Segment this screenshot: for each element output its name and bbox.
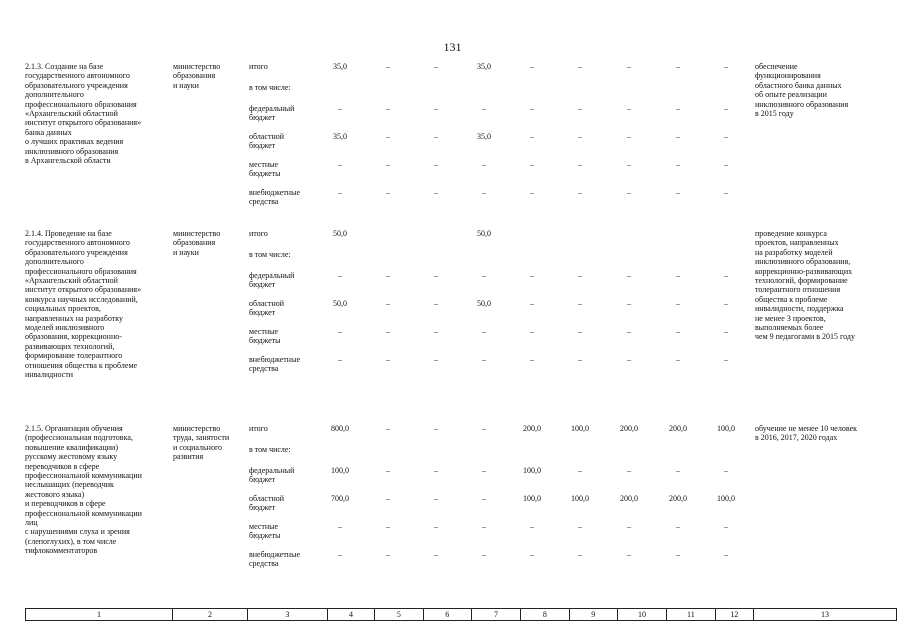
amount-cell: – <box>530 132 534 141</box>
amount-cell: 800,0 <box>331 424 349 433</box>
amount-cell: 100,0 <box>571 494 589 503</box>
amount-cell: – <box>676 522 680 531</box>
amount-cell: – <box>434 132 438 141</box>
measure-name-line: «Архангельский областной <box>25 109 118 118</box>
column-number: 4 <box>327 609 374 620</box>
funding-source-label: итого <box>249 62 268 71</box>
amount-cell: – <box>724 160 728 169</box>
measure-name-line: профессиональной коммуникации <box>25 508 142 518</box>
measure-name-line: инклюзивного образования <box>25 146 119 156</box>
column-number: 6 <box>423 609 471 620</box>
amount-cell: – <box>434 355 438 364</box>
amount-cell: – <box>578 327 582 336</box>
executor-line: образования <box>173 238 216 248</box>
amount-cell: – <box>676 104 680 113</box>
amount-cell: 100,0 <box>717 424 735 433</box>
amount-cell: – <box>482 355 486 364</box>
amount-cell: – <box>338 271 342 280</box>
amount-cell: 35,0 <box>333 132 347 141</box>
executor-line: министерство <box>173 229 221 238</box>
amount-cell: – <box>386 522 390 531</box>
column-number: 11 <box>666 609 714 620</box>
column-number: 8 <box>520 609 568 620</box>
amount-cell: – <box>676 160 680 169</box>
amount-cell: – <box>434 424 438 433</box>
amount-cell: – <box>627 62 631 71</box>
amount-cell: – <box>338 188 342 197</box>
measure-name-line: государственного автономного <box>25 71 130 81</box>
amount-cell: – <box>338 522 342 531</box>
result-line: проведение конкурса <box>755 229 827 238</box>
amount-cell: – <box>627 188 631 197</box>
measure-name-line: банка данных <box>25 127 72 137</box>
column-number: 9 <box>569 609 617 620</box>
result-line: областного банка данных <box>755 80 842 90</box>
amount-cell: – <box>578 271 582 280</box>
funding-source-label: областной бюджет <box>249 494 285 513</box>
amount-cell: – <box>530 327 534 336</box>
result-line: инклюзивного образования <box>755 99 849 109</box>
executor-line: и социального <box>173 442 223 452</box>
amount-cell: 100,0 <box>331 466 349 475</box>
amount-cell: – <box>530 160 534 169</box>
amount-cell: – <box>578 550 582 559</box>
amount-cell: – <box>724 522 728 531</box>
amount-cell: – <box>724 62 728 71</box>
amount-cell: 35,0 <box>477 132 491 141</box>
amount-cell: 100,0 <box>571 424 589 433</box>
measure-name-line: тифлокомментаторов <box>25 546 98 556</box>
amount-cell: – <box>627 271 631 280</box>
column-number-row <box>25 608 897 621</box>
measure-name-line: конкурса научных исследований, <box>25 294 138 304</box>
funding-source-label: в том числе: <box>249 250 291 259</box>
amount-cell: – <box>338 327 342 336</box>
measure-name-line: неслышащих (переводчик <box>25 480 114 490</box>
amount-cell: – <box>386 550 390 559</box>
amount-cell: 50,0 <box>477 299 491 308</box>
column-number: 2 <box>172 609 247 620</box>
measure-name-line: профессионального образования <box>25 99 137 109</box>
amount-cell: – <box>676 132 680 141</box>
result-line: технологий, формирование <box>755 276 848 285</box>
amount-cell: – <box>724 188 728 197</box>
measure-name-line: направленных на разработку <box>25 313 124 323</box>
page-number: 131 <box>443 40 462 54</box>
measure-name-line: с нарушениями слуха и зрения <box>25 527 130 537</box>
amount-cell: – <box>434 522 438 531</box>
amount-cell: – <box>386 327 390 336</box>
amount-cell: – <box>627 327 631 336</box>
amount-cell: – <box>386 132 390 141</box>
amount-cell: – <box>434 104 438 113</box>
funding-source-label: местные бюджеты <box>249 327 281 346</box>
amount-cell: – <box>578 62 582 71</box>
amount-cell: – <box>627 550 631 559</box>
measure-name-line: русскому жестовому языку <box>25 452 118 462</box>
executor-line: развития <box>173 452 204 462</box>
executor-line: министерство <box>173 62 221 71</box>
amount-cell: 200,0 <box>669 494 687 503</box>
amount-cell: 100,0 <box>717 494 735 503</box>
result-line: толерантного отношения <box>755 285 841 295</box>
amount-cell: – <box>482 104 486 113</box>
result-line: обеспечение <box>755 62 798 71</box>
measure-name-line: отношения общества к проблеме <box>25 360 138 370</box>
amount-cell: – <box>578 466 582 475</box>
amount-cell: – <box>578 160 582 169</box>
column-number: 12 <box>715 609 753 620</box>
amount-cell: – <box>724 132 728 141</box>
amount-cell: – <box>482 271 486 280</box>
amount-cell: – <box>482 188 486 197</box>
amount-cell: – <box>627 522 631 531</box>
measure-name-line: образования, коррекционно- <box>25 332 122 342</box>
column-number: 5 <box>374 609 422 620</box>
amount-cell: – <box>386 424 390 433</box>
executor-line: труда, занятости <box>173 433 230 443</box>
amount-cell: – <box>530 104 534 113</box>
amount-cell: – <box>724 271 728 280</box>
amount-cell: – <box>530 299 534 308</box>
amount-cell: – <box>724 355 728 364</box>
executor-line: и науки <box>173 247 199 257</box>
amount-cell: – <box>482 466 486 475</box>
amount-cell: – <box>434 160 438 169</box>
amount-cell: – <box>676 299 680 308</box>
amount-cell: – <box>386 104 390 113</box>
measure-name-line: жестового языка) <box>25 489 85 499</box>
amount-cell: – <box>434 550 438 559</box>
measure-name-line: 2.1.5. Организация обучения <box>25 424 123 433</box>
amount-cell: – <box>676 355 680 364</box>
measure-name-line: профессиональной коммуникации <box>25 471 142 480</box>
amount-cell: 50,0 <box>333 299 347 308</box>
amount-cell: – <box>386 62 390 71</box>
measure-name-line: «Архангельский областной <box>25 276 118 285</box>
amount-cell: – <box>627 132 631 141</box>
funding-source-label: итого <box>249 424 268 433</box>
amount-cell: – <box>578 522 582 531</box>
result-line: выполняемых более <box>755 323 824 332</box>
funding-source-label: внебюджетные средства <box>249 550 300 569</box>
amount-cell: – <box>386 188 390 197</box>
amount-cell: 100,0 <box>523 466 541 475</box>
amount-cell: 200,0 <box>669 424 687 433</box>
measure-name-line: повышение квалификации) <box>25 442 118 452</box>
amount-cell: 50,0 <box>333 229 347 238</box>
amount-cell: – <box>338 104 342 113</box>
funding-source-label: в том числе: <box>249 445 291 454</box>
amount-cell: – <box>482 550 486 559</box>
measure-name-line: институт открытого образования» <box>25 118 142 128</box>
executor-line: образования <box>173 71 216 81</box>
amount-cell: – <box>578 188 582 197</box>
column-number: 10 <box>617 609 666 620</box>
amount-cell: – <box>530 188 534 197</box>
funding-source-label: местные бюджеты <box>249 160 281 179</box>
measure-name-line: 2.1.3. Создание на базе <box>25 62 104 71</box>
measure-name-line: образовательного учреждения <box>25 80 128 90</box>
amount-cell: – <box>676 62 680 71</box>
amount-cell: – <box>386 160 390 169</box>
measure-name-line: (слепоглухих), в том числе <box>25 536 117 546</box>
amount-cell: – <box>676 550 680 559</box>
amount-cell: – <box>386 355 390 364</box>
executor-line: и науки <box>173 80 199 90</box>
measure-name-line: инвалидности <box>25 370 74 379</box>
result-line: на разработку моделей <box>755 247 833 257</box>
result-line: коррекционно-развивающих <box>755 266 853 276</box>
funding-source-label: местные бюджеты <box>249 522 281 541</box>
amount-cell: 35,0 <box>333 62 347 71</box>
amount-cell: – <box>724 550 728 559</box>
amount-cell: – <box>434 271 438 280</box>
amount-cell: 200,0 <box>523 424 541 433</box>
funding-source-label: итого <box>249 229 268 238</box>
amount-cell: – <box>627 299 631 308</box>
measure-name-line: институт открытого образования» <box>25 285 142 295</box>
result-line: об опыте реализации <box>755 90 827 100</box>
amount-cell: – <box>482 327 486 336</box>
amount-cell: – <box>482 424 486 433</box>
amount-cell: – <box>578 104 582 113</box>
amount-cell: – <box>338 355 342 364</box>
amount-cell: – <box>530 355 534 364</box>
measure-name-line: 2.1.4. Проведение на базе <box>25 229 112 238</box>
funding-source-label: федеральный бюджет <box>249 104 295 123</box>
amount-cell: – <box>627 160 631 169</box>
amount-cell: – <box>530 522 534 531</box>
amount-cell: – <box>482 494 486 503</box>
amount-cell: 35,0 <box>477 62 491 71</box>
amount-cell: – <box>530 62 534 71</box>
amount-cell: – <box>724 299 728 308</box>
measure-name-line: переводчиков в сфере <box>25 461 100 471</box>
result-line: в 2016, 2017, 2020 годах <box>755 433 838 443</box>
amount-cell: – <box>530 271 534 280</box>
result-line: проектов, направленных <box>755 238 839 248</box>
funding-source-label: внебюджетные средства <box>249 355 300 374</box>
amount-cell: – <box>676 188 680 197</box>
amount-cell: – <box>627 104 631 113</box>
amount-cell: – <box>676 466 680 475</box>
measure-name-line: дополнительного <box>25 257 84 267</box>
amount-cell: – <box>530 550 534 559</box>
measure-name-line: и переводчиков в сфере <box>25 499 106 509</box>
measure-name-line: моделей инклюзивного <box>25 323 105 332</box>
measure-name-line: дополнительного <box>25 90 84 100</box>
amount-cell: – <box>338 160 342 169</box>
column-number: 13 <box>753 609 896 620</box>
measure-name-line: в Архангельской области <box>25 156 111 165</box>
result-line: не менее 3 проектов, <box>755 313 826 323</box>
amount-cell: 700,0 <box>331 494 349 503</box>
result-line: в 2015 году <box>755 109 794 118</box>
measure-name-line: государственного автономного <box>25 238 130 248</box>
amount-cell: – <box>386 466 390 475</box>
amount-cell: – <box>386 494 390 503</box>
measure-name-line: образовательного учреждения <box>25 247 128 257</box>
funding-source-label: федеральный бюджет <box>249 271 295 290</box>
result-line: инвалидности, поддержка <box>755 304 844 314</box>
amount-cell: – <box>676 271 680 280</box>
funding-source-label: в том числе: <box>249 83 291 92</box>
amount-cell: – <box>676 327 680 336</box>
amount-cell: – <box>434 327 438 336</box>
column-number: 1 <box>96 610 101 619</box>
amount-cell: – <box>482 522 486 531</box>
amount-cell: – <box>578 299 582 308</box>
measure-name-line: формирование толерантного <box>25 351 123 361</box>
measure-name-line: лиц <box>25 518 38 527</box>
amount-cell: – <box>724 327 728 336</box>
amount-cell: – <box>627 355 631 364</box>
result-line: чем 9 педагогами в 2015 году <box>755 332 855 342</box>
funding-source-label: областной бюджет <box>249 299 285 318</box>
amount-cell: – <box>482 160 486 169</box>
amount-cell: – <box>434 494 438 503</box>
amount-cell: – <box>627 466 631 475</box>
measure-name-line: о лучших практиках ведения <box>25 137 124 147</box>
amount-cell: – <box>386 271 390 280</box>
measure-name-line: (профессиональная подготовка, <box>25 433 133 443</box>
executor-line: министерство <box>173 424 221 433</box>
measure-name-line: профессионального образования <box>25 266 137 276</box>
funding-source-label: федеральный бюджет <box>249 466 295 485</box>
amount-cell: – <box>434 466 438 475</box>
amount-cell: 100,0 <box>523 494 541 503</box>
amount-cell: – <box>386 299 390 308</box>
amount-cell: – <box>724 104 728 113</box>
amount-cell: – <box>434 188 438 197</box>
amount-cell: 200,0 <box>620 494 638 503</box>
result-line: функционирования <box>755 71 821 81</box>
measure-name-line: развивающих технологий, <box>25 341 115 351</box>
amount-cell: – <box>434 62 438 71</box>
amount-cell: – <box>578 355 582 364</box>
amount-cell: – <box>338 550 342 559</box>
funding-source-label: областной бюджет <box>249 132 285 151</box>
result-line: инклюзивного образования, <box>755 257 851 267</box>
amount-cell: 50,0 <box>477 229 491 238</box>
result-line: общества к проблеме <box>755 294 828 304</box>
amount-cell: – <box>724 466 728 475</box>
measure-name-line: социальных проектов, <box>25 304 101 314</box>
funding-source-label: внебюджетные средства <box>249 188 300 207</box>
column-number: 3 <box>247 609 327 620</box>
column-number: 7 <box>471 609 520 620</box>
amount-cell: – <box>434 299 438 308</box>
result-line: обучение не менее 10 человек <box>755 424 858 433</box>
amount-cell: – <box>578 132 582 141</box>
amount-cell: 200,0 <box>620 424 638 433</box>
